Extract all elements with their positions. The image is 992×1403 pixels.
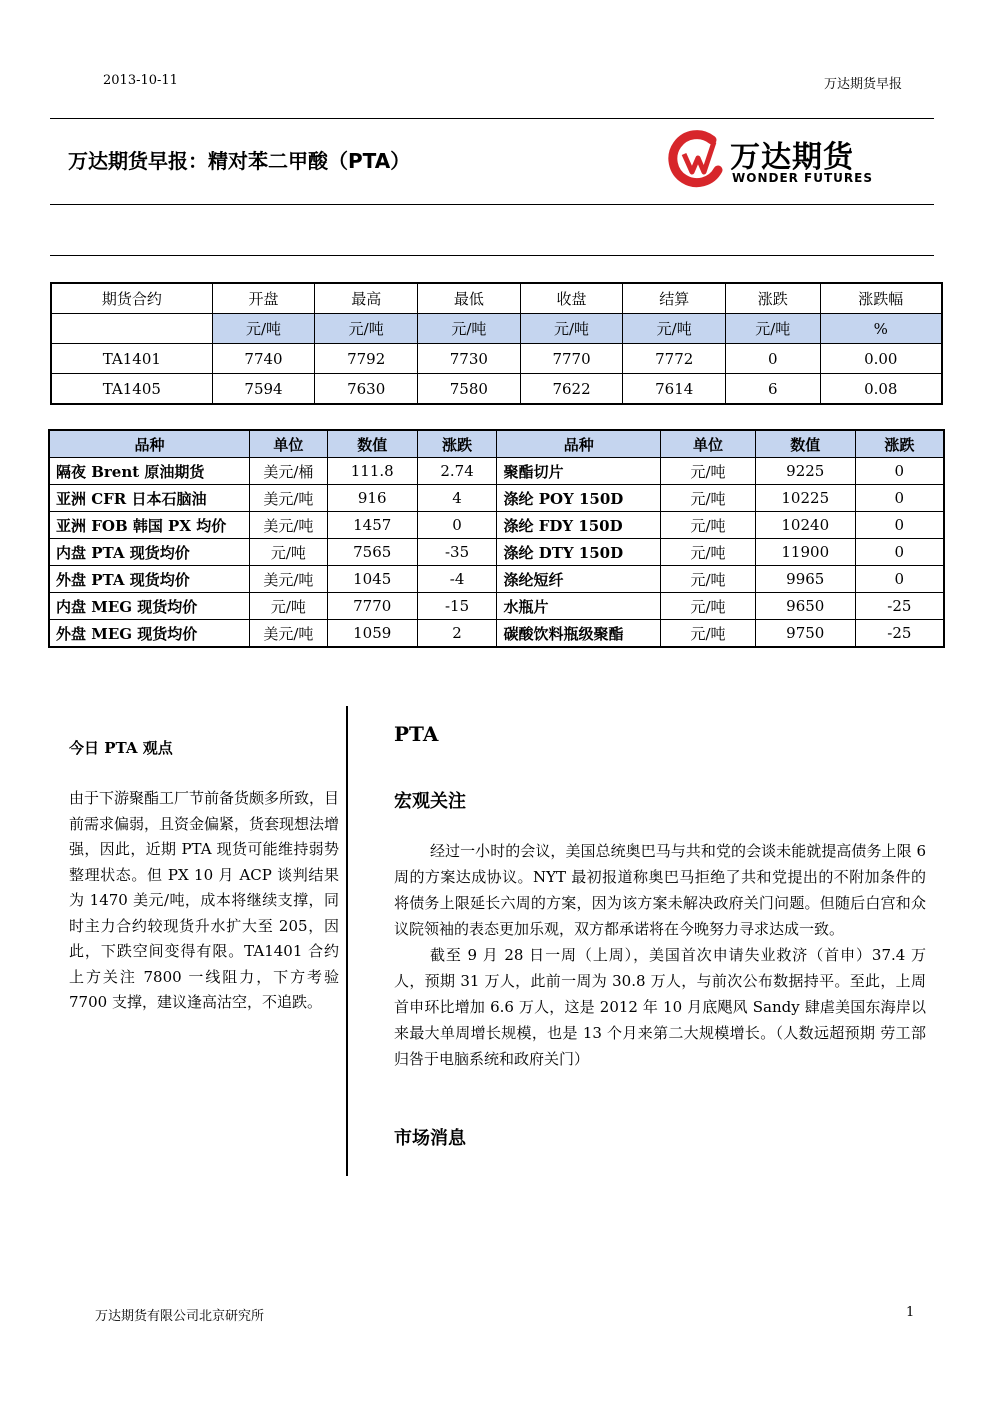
table-cell: 0 [855,458,944,485]
product-name: 聚酯切片 [497,458,661,485]
col-header: 单位 [250,430,328,458]
product-name: 涤纶短纤 [497,566,661,593]
table-cell: 美元/吨 [250,512,328,539]
table-cell: 9650 [755,593,855,620]
table-row [51,344,942,374]
product-name: 隔夜 Brent 原油期货 [49,458,250,485]
table-row [49,512,944,539]
col-header: 品种 [49,430,250,458]
table-cell: 7622 [520,374,623,405]
table-cell: 7565 [327,539,417,566]
units-row [51,314,942,344]
title-rule [50,204,934,205]
col-header: 单位 [661,430,756,458]
table-cell: 美元/桶 [250,458,328,485]
table-row [49,620,944,648]
product-name: 外盘 MEG 现货均价 [49,620,250,648]
table-cell: 元/吨 [661,620,756,648]
table-cell: 元/吨 [250,593,328,620]
table-cell: 0 [855,512,944,539]
table-cell: 0 [417,512,497,539]
section-rule [50,255,934,256]
table-cell: 7594 [212,374,315,405]
table-cell: 0 [855,485,944,512]
table-cell: 7792 [315,344,418,374]
futures-table [50,282,943,405]
table-cell: 元/吨 [661,512,756,539]
table-cell: 7772 [623,344,726,374]
col-header: 期货合约 [51,283,212,314]
table-cell: 1045 [327,566,417,593]
table-cell: 元/吨 [661,593,756,620]
product-name: 亚洲 CFR 日本石脑油 [49,485,250,512]
table-cell: 0 [855,566,944,593]
product-name: 亚洲 FOB 韩国 PX 均价 [49,512,250,539]
table-cell: 1059 [327,620,417,648]
main-body [394,838,926,1072]
table-cell: 元/吨 [661,566,756,593]
product-name: 水瓶片 [497,593,661,620]
col-header: 收盘 [520,283,623,314]
product-name: 碳酸饮料瓶级聚酯 [497,620,661,648]
table-cell: 6 [726,374,820,405]
table-cell: 9965 [755,566,855,593]
sidebar-title: 今日 PTA 观点 [69,739,173,757]
header-rule [50,118,934,119]
column-divider [346,706,348,1176]
product-name: 涤纶 FDY 150D [497,512,661,539]
table-cell: -35 [417,539,497,566]
paragraph: 经过一小时的会议，美国总统奥巴马与共和党的会谈未能就提高债务上限 6 周的方案达成协议。NYT 最初报道称奥巴马拒绝了共和党提出的不附加条件的将债务上限延长六周的方案，因为该方案未解决政府关门问题。但随后白宫和众议院领袖的表态更加乐观，双方都承诺将在今晚努力寻求达成一致。 [394,842,926,938]
page-title: 万达期货早报：精对苯二甲酸（PTA） [68,149,411,173]
table-cell: -15 [417,593,497,620]
page-number: 1 [906,1305,915,1320]
table-cell: 916 [327,485,417,512]
macro-heading: 宏观关注 [394,791,466,812]
table-cell: 元/吨 [661,458,756,485]
table-cell: 美元/吨 [250,485,328,512]
table-cell: 7730 [418,344,521,374]
unit-cell: 元/吨 [212,314,315,344]
product-name: 内盘 PTA 现货均价 [49,539,250,566]
unit-cell: 元/吨 [623,314,726,344]
col-header: 品种 [497,430,661,458]
table-cell: 7770 [327,593,417,620]
table-row [49,593,944,620]
unit-cell: 元/吨 [726,314,820,344]
col-header: 开盘 [212,283,315,314]
header-brand: 万达期货早报 [823,77,902,92]
company-logo [668,128,878,188]
table-cell: -4 [417,566,497,593]
unit-cell: 元/吨 [315,314,418,344]
table-row [49,566,944,593]
logo-mark-icon [668,128,728,188]
table-cell: 2 [417,620,497,648]
col-header: 最低 [418,283,521,314]
col-header: 涨跌幅 [820,283,942,314]
table-cell: 10225 [755,485,855,512]
unit-cell: 元/吨 [520,314,623,344]
report-date: 2013-10-11 [103,73,178,88]
table-row [51,374,942,405]
unit-cell: 元/吨 [418,314,521,344]
table-cell: 0 [726,344,820,374]
col-header: 涨跌 [855,430,944,458]
table-row [49,458,944,485]
table-cell: 0 [855,539,944,566]
table-cell: 美元/吨 [250,620,328,648]
logo-text-en: WONDER FUTURES [732,171,874,185]
product-name: 涤纶 DTY 150D [497,539,661,566]
table-cell: 2.74 [417,458,497,485]
product-name: 内盘 MEG 现货均价 [49,593,250,620]
table-cell: -25 [855,593,944,620]
table-cell: 7614 [623,374,726,405]
table-cell: 9750 [755,620,855,648]
table-cell: 7770 [520,344,623,374]
table-header-row [51,283,942,314]
table-cell: 4 [417,485,497,512]
table-cell: 元/吨 [250,539,328,566]
table-cell: 0.00 [820,344,942,374]
sidebar-body: 由于下游聚酯工厂节前备货颇多所致，目前需求偏弱，且资金偏紧，货套现想法增强，因此，近期 PTA 现货可能维持弱势整理状态。但 PX 10 月 ACP 谈判结果为 1470 美元/吨，成本将继续支撑，同时主力合约较现货升水扩大至 205，因此，下跌空间变得有限。TA1401 合约上方关注 7800 一线阻力，下方考验 7700 支撑，建议逢高沽空，不追跌。 [69,789,340,1011]
logo-text-cn: 万达期货 [730,140,854,175]
table-cell: 7630 [315,374,418,405]
table-cell: TA1405 [51,374,212,405]
table-cell: 元/吨 [661,485,756,512]
unit-cell: % [820,314,942,344]
product-name: 涤纶 POY 150D [497,485,661,512]
product-name: 外盘 PTA 现货均价 [49,566,250,593]
col-header: 数值 [755,430,855,458]
col-header: 结算 [623,283,726,314]
spot-price-table [48,429,945,648]
table-cell: 7740 [212,344,315,374]
table-cell: 10240 [755,512,855,539]
table-cell: 9225 [755,458,855,485]
table-cell: 111.8 [327,458,417,485]
main-heading: PTA [394,722,439,746]
col-header: 最高 [315,283,418,314]
table-row [49,485,944,512]
table-cell: -25 [855,620,944,648]
table-cell: TA1401 [51,344,212,374]
table-cell: 0.08 [820,374,942,405]
col-header: 涨跌 [417,430,497,458]
table-cell: 11900 [755,539,855,566]
table-cell: 7580 [418,374,521,405]
footer-company: 万达期货有限公司北京研究所 [95,1309,265,1324]
table-cell: 元/吨 [661,539,756,566]
col-header: 涨跌 [726,283,820,314]
paragraph: 截至 9 月 28 日一周（上周），美国首次申请失业救济（首申）37.4 万人，预期 31 万人，此前一周为 30.8 万人，与前次公布数据持平。至此，上周首申环比增加 6.6 万人，这是 2012 年 10 月底飓风 Sandy 肆虐美国东海岸以来最大单周增长规模，也是 13 个月来第二大规模增长。（人数远超预期 劳工部归咎于电脑系统和政府关门） [394,946,926,1068]
col-header: 数值 [327,430,417,458]
table-cell: 1457 [327,512,417,539]
table-header-row [49,430,944,458]
table-row [49,539,944,566]
unit-cell [51,314,212,344]
table-cell: 美元/吨 [250,566,328,593]
market-news-heading: 市场消息 [394,1128,466,1149]
